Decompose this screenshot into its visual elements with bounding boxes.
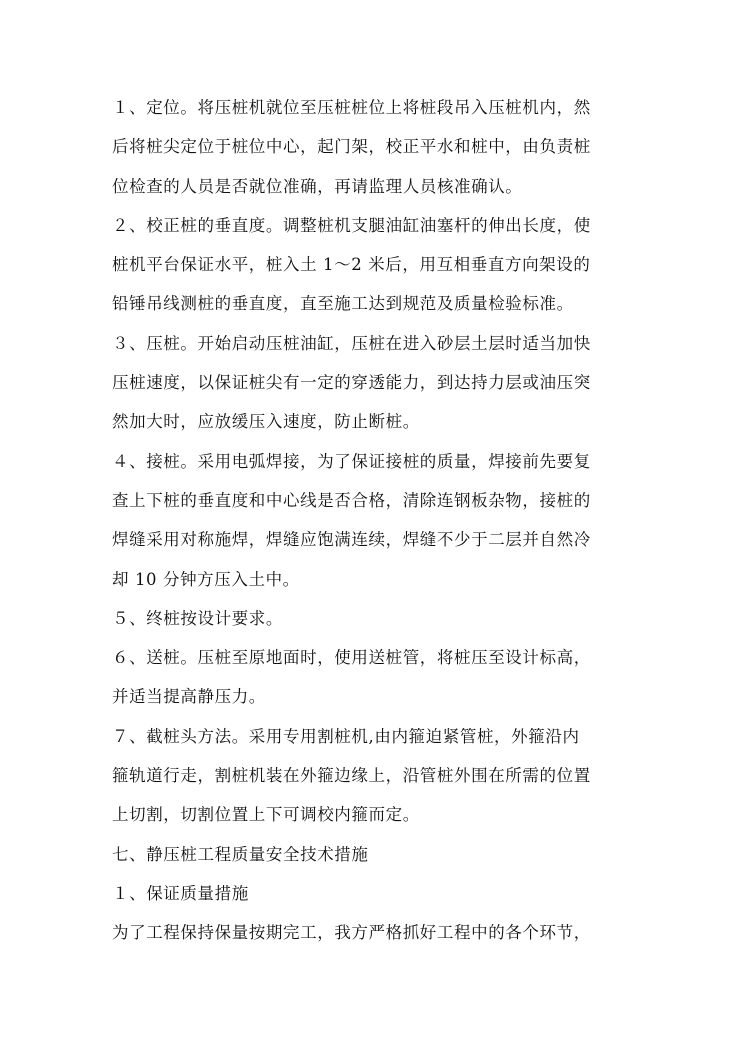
document-body xyxy=(112,88,637,953)
text-line: ４、接桩。采用电弧焊接，为了保证接桩的质量，焊接前先要复 xyxy=(112,451,591,471)
text-line: ７、截桩头方法。采用专用割桩机,由内箍迫紧管桩，外箍沿内 xyxy=(112,726,580,746)
text-line: 位检查的人员是否就位准确，再请监理人员核准确认。 xyxy=(112,176,523,196)
text-line: １、定位。将压桩机就位至压桩桩位上将桩段吊入压桩机内，然 xyxy=(112,98,591,117)
text-line: 上切割，切割位置上下可调校内箍而定。 xyxy=(112,805,420,825)
text-line: 为了工程保持保量按期完工，我方严格抓好工程中的各个环节， xyxy=(112,923,591,943)
text-line: 后将桩尖定位于桩位中心，起门架，校正平水和桩中，由负责桩 xyxy=(112,137,591,157)
text-line: ２、校正桩的垂直度。调整桩机支腿油缸油塞杆的伸出长度，使 xyxy=(112,215,591,235)
section-heading: 七、静压桩工程质量安全技术措施 xyxy=(112,844,369,864)
text-line: 然加大时，应放缓压入速度，防止断桩。 xyxy=(112,412,420,432)
text-line: 并适当提高静压力。 xyxy=(112,687,266,707)
text-line: 桩机平台保证水平，桩入土 1～2 米后，用互相垂直方向架设的 xyxy=(112,255,591,275)
text-line: 却 10 分钟方压入土中。 xyxy=(112,569,300,589)
text-line: ３、压桩。开始启动压桩油缸，压桩在进入砂层土层时适当加快 xyxy=(112,333,591,353)
subsection-heading: １、保证质量措施 xyxy=(112,883,249,903)
text-line: ６、送桩。压桩至原地面时，使用送桩管，将桩压至设计标高， xyxy=(112,648,591,668)
text-line: 铅锤吊线测桩的垂直度，直至施工达到规范及质量检验标准。 xyxy=(112,294,574,314)
text-line: 箍轨道行走，割桩机装在外箍边缘上，沿管桩外围在所需的位置 xyxy=(112,766,591,786)
text-line: ５、终桩按设计要求。 xyxy=(112,608,283,628)
text-line: 焊缝采用对称施焊，焊缝应饱满连续，焊缝不少于二层并自然冷 xyxy=(112,530,591,550)
text-line: 查上下桩的垂直度和中心线是否合格，清除连钢板杂物，接桩的 xyxy=(112,490,591,510)
text-line: 压桩速度，以保证桩尖有一定的穿透能力，到达持力层或油压突 xyxy=(112,373,591,393)
